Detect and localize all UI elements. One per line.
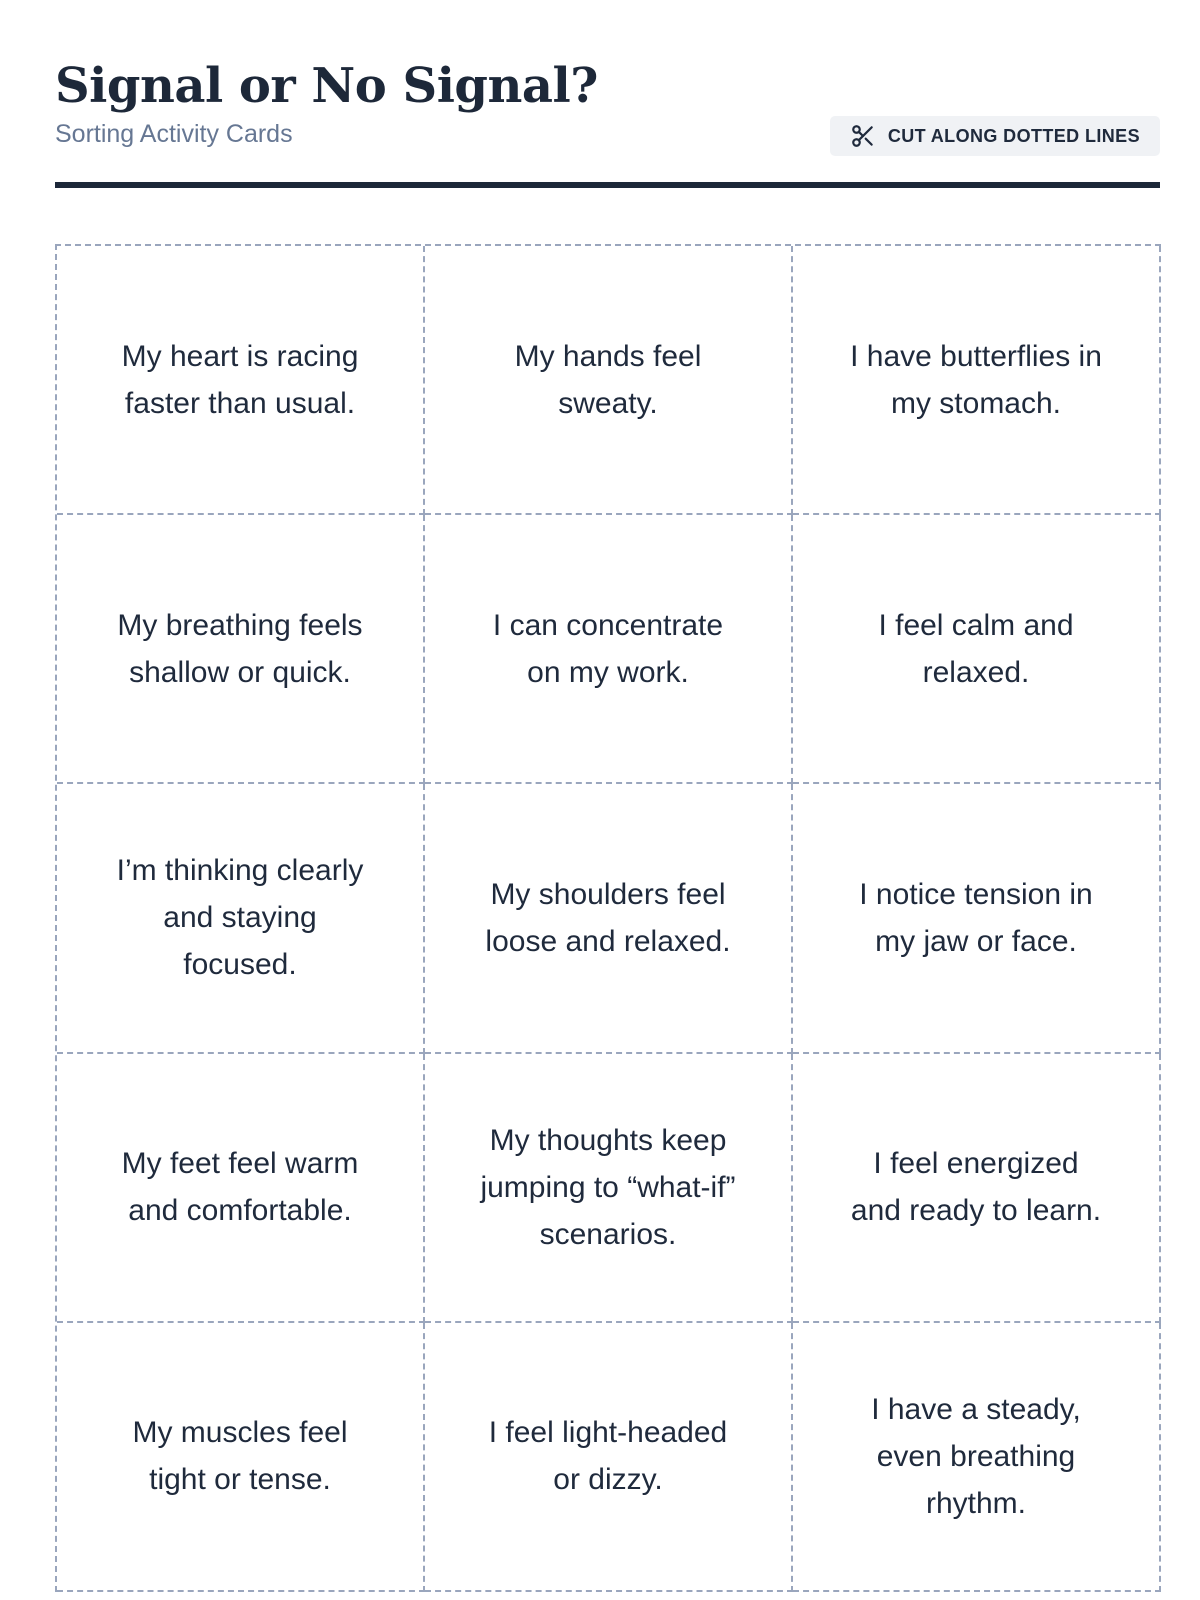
card-text: I have butterflies in my stomach. [850, 339, 1102, 420]
activity-card [793, 1054, 1161, 1323]
activity-card [425, 515, 793, 784]
activity-card [425, 1323, 793, 1592]
activity-card [57, 1323, 425, 1592]
activity-card [793, 784, 1161, 1053]
card-text: I have a steady, even breathing rhythm. [871, 1392, 1081, 1520]
activity-card [57, 784, 425, 1053]
card-text: My hands feel sweaty. [514, 339, 702, 420]
activity-card [793, 1323, 1161, 1592]
card-text: I feel energized and ready to learn. [850, 1147, 1102, 1228]
card-text: I can concentrate on my work. [492, 608, 724, 689]
activity-card [425, 784, 793, 1053]
card-grid [55, 244, 1161, 1592]
activity-card [57, 1054, 425, 1323]
page-subtitle: Sorting Activity Cards [55, 120, 293, 148]
card-text: I feel calm and relaxed. [878, 608, 1074, 689]
activity-card [57, 246, 425, 515]
card-text: My shoulders feel loose and relaxed. [485, 877, 731, 958]
page-title: Signal or No Signal? [55, 58, 598, 114]
activity-card [793, 246, 1161, 515]
card-text: My heart is racing faster than usual. [121, 339, 359, 420]
card-text: My thoughts keep jumping to “what-if” scenarios. [480, 1123, 736, 1251]
card-text: My breathing feels shallow or quick. [117, 608, 363, 689]
card-text: My feet feel warm and comfortable. [121, 1147, 359, 1228]
activity-card [57, 515, 425, 784]
header-divider [55, 182, 1160, 188]
activity-card [425, 246, 793, 515]
cut-instruction-badge [830, 116, 1160, 156]
scissors-icon [850, 123, 876, 149]
card-text: My muscles feel tight or tense. [132, 1416, 348, 1497]
activity-card [425, 1054, 793, 1323]
card-text: I notice tension in my jaw or face. [859, 877, 1093, 958]
page-header [55, 52, 1160, 192]
activity-card [793, 515, 1161, 784]
card-text: I’m thinking clearly and staying focused. [116, 854, 364, 982]
cut-instruction-label: CUT ALONG DOTTED LINES [887, 125, 1140, 146]
card-text: I feel light-headed or dizzy. [488, 1416, 728, 1497]
